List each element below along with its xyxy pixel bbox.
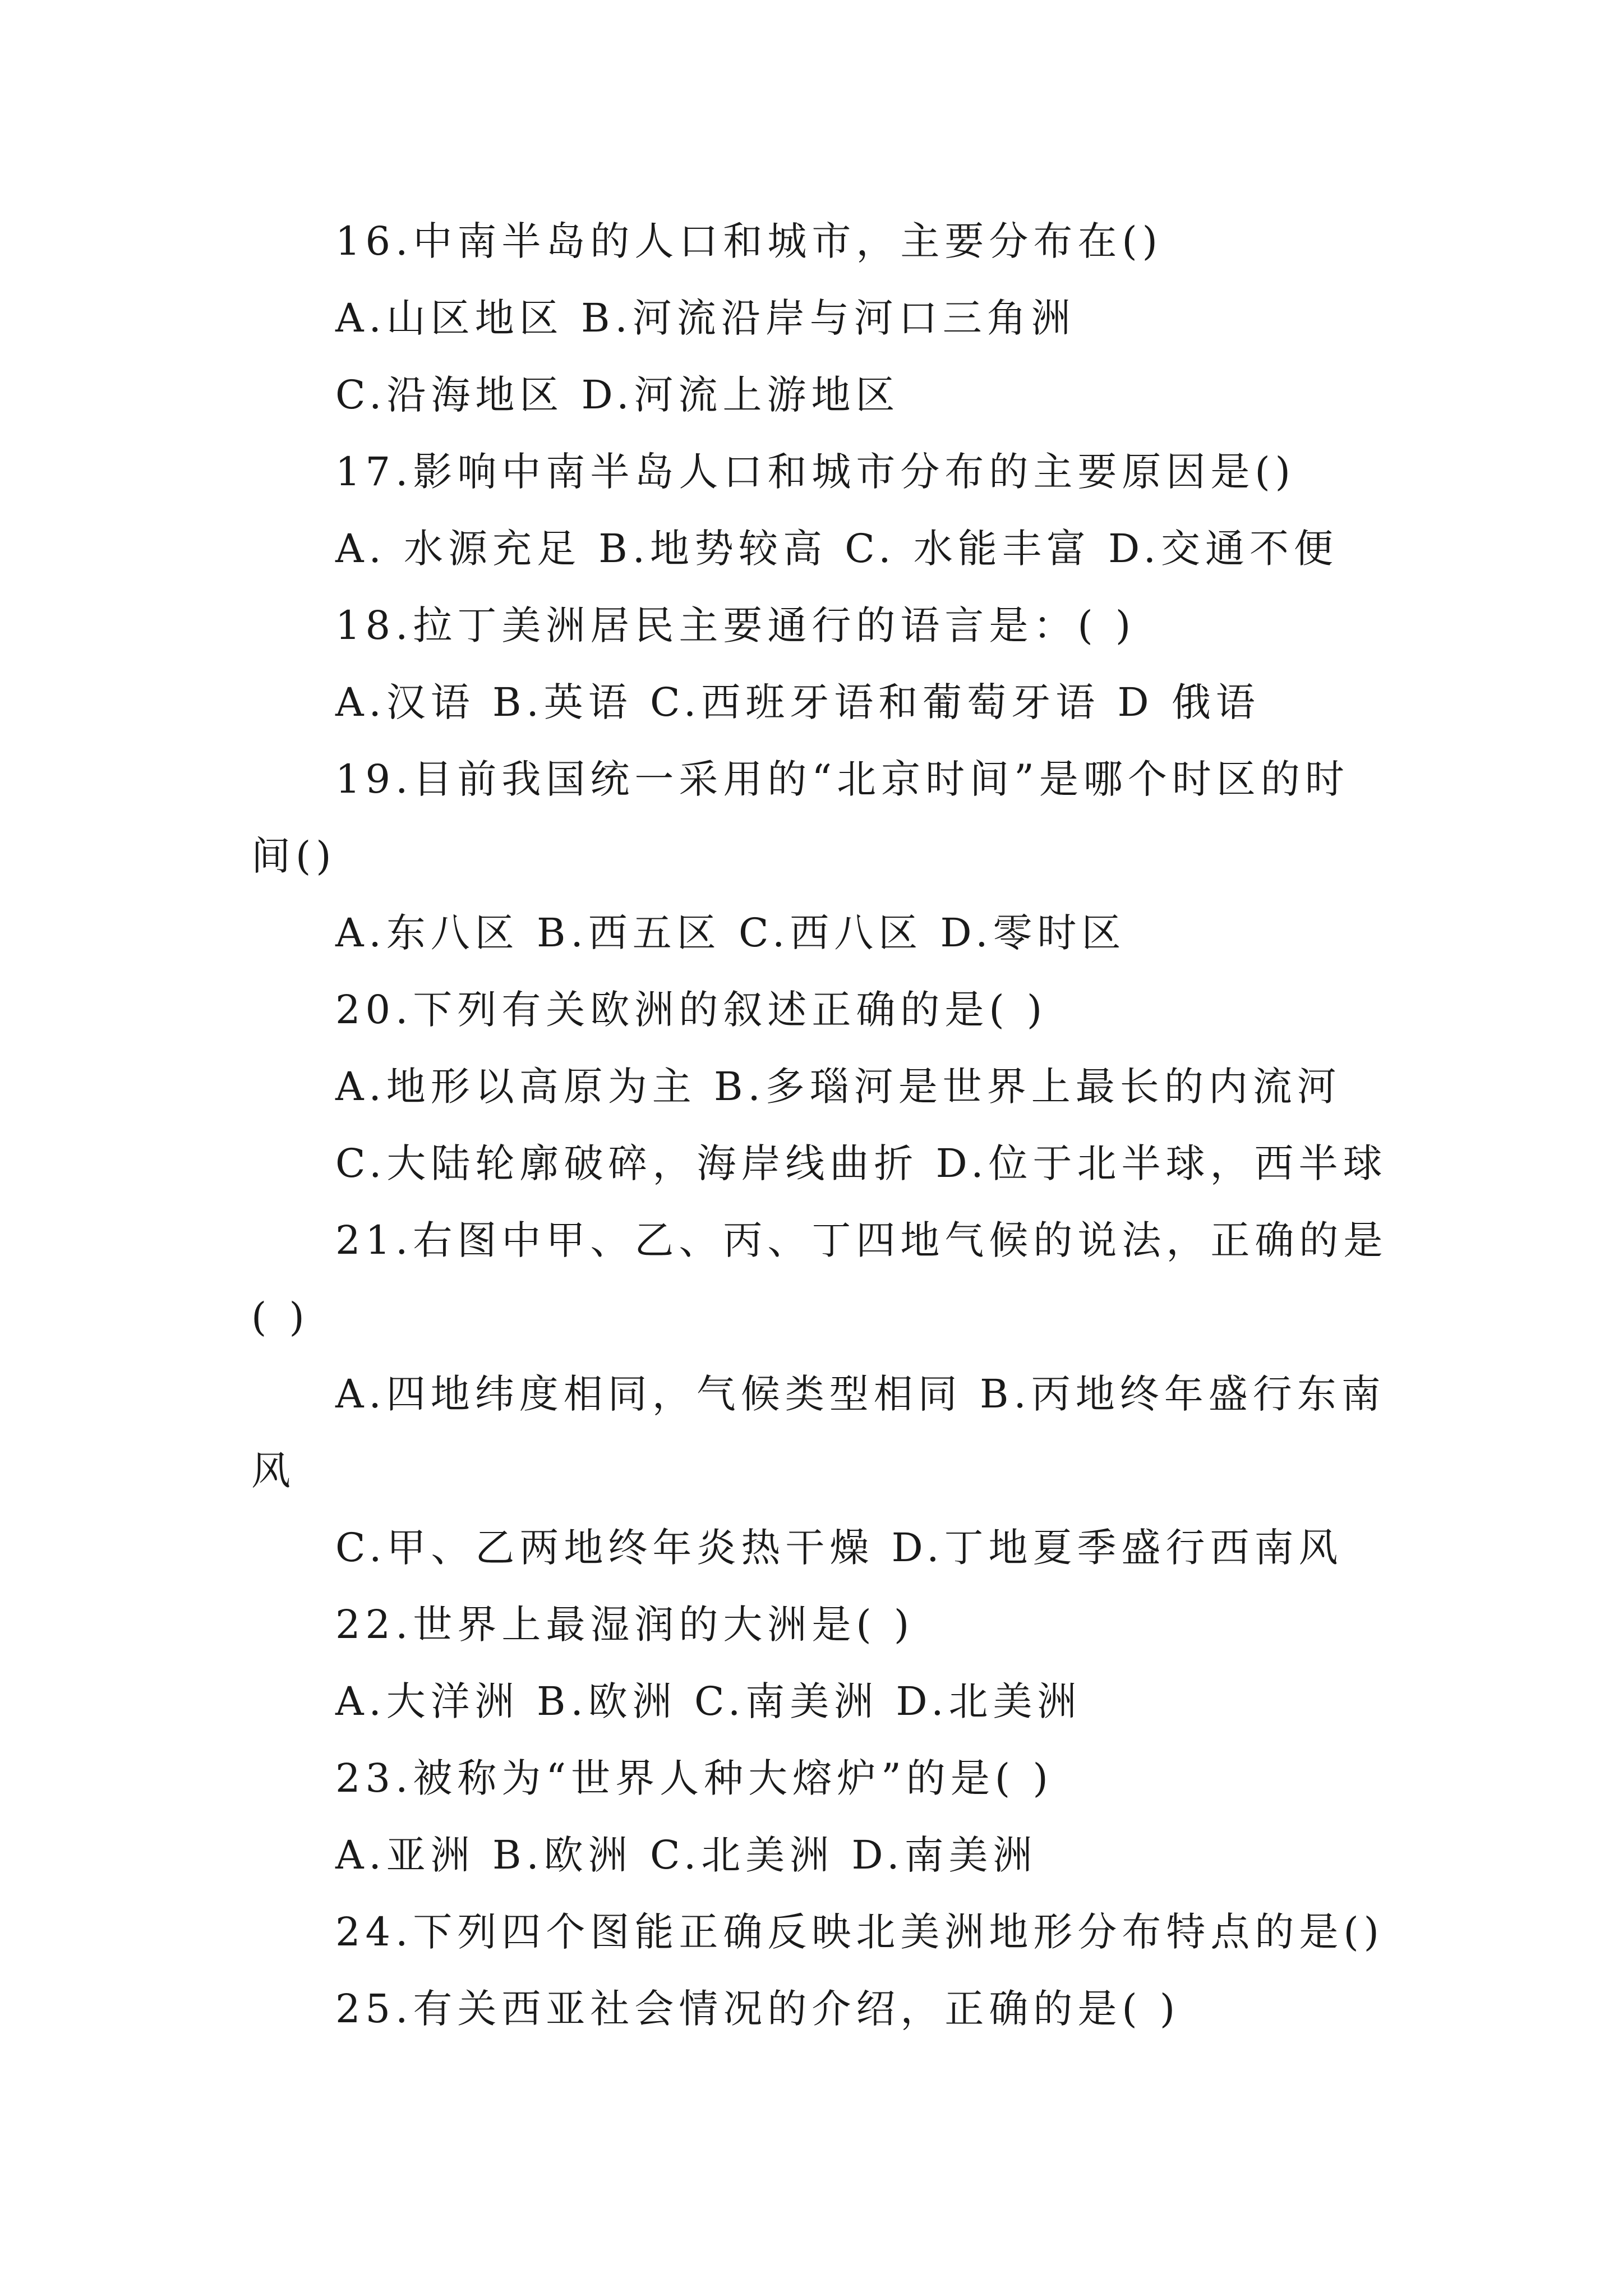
question-19-stem: 19.目前我国统一采用的“北京时间”是哪个时区的时 [335, 756, 1349, 802]
question-17-stem: 17.影响中南半岛人口和城市分布的主要原因是() [335, 449, 1295, 495]
question-22-stem: 22.世界上最湿润的大洲是( ) [335, 1602, 915, 1648]
question-list [251, 203, 1390, 2047]
question-21-options-ab: A.四地纬度相同，气候类型相同 B.丙地终年盛行东南 [335, 1371, 1386, 1417]
question-25-stem: 25.有关西亚社会情况的介绍，正确的是( ) [335, 1986, 1181, 2032]
question-18-stem: 18.拉丁美洲居民主要通行的语言是：( ) [335, 602, 1136, 648]
question-19-stem-continued: 间() [251, 833, 336, 879]
question-20-options-ab: A.地形以高原为主 B.多瑙河是世界上最长的内流河 [335, 1064, 1341, 1110]
question-20-options-cd: C.大陆轮廓破碎，海岸线曲折 D.位于北半球，西半球 [335, 1140, 1387, 1186]
question-16-options-ab: A.山区地区 B.河流沿岸与河口三角洲 [335, 295, 1076, 341]
question-24-stem: 24.下列四个图能正确反映北美洲地形分布特点的是() [335, 1909, 1384, 1955]
question-20-stem: 20.下列有关欧洲的叙述正确的是( ) [335, 987, 1048, 1033]
question-21-stem-continued: ( ) [251, 1294, 310, 1340]
question-19-options: A.东八区 B.西五区 C.西八区 D.零时区 [335, 910, 1126, 956]
question-23-options: A.亚洲 B.欧洲 C.北美洲 D.南美洲 [335, 1832, 1038, 1878]
question-16-options-cd: C.沿海地区 D.河流上游地区 [335, 372, 900, 418]
question-16-stem: 16.中南半岛的人口和城市，主要分布在() [335, 218, 1163, 264]
question-21-options-cd: C.甲、乙两地终年炎热干燥 D.丁地夏季盛行西南风 [335, 1525, 1343, 1571]
question-22-options: A.大洋洲 B.欧洲 C.南美洲 D.北美洲 [335, 1678, 1082, 1724]
question-21-options-ab-continued: 风 [251, 1448, 296, 1494]
question-18-options: A.汉语 B.英语 C.西班牙语和葡萄牙语 D 俄语 [335, 679, 1260, 725]
question-17-options: A. 水源充足 B.地势较高 C. 水能丰富 D.交通不便 [335, 526, 1338, 572]
question-21-stem: 21.右图中甲、乙、丙、丁四地气候的说法，正确的是 [335, 1217, 1388, 1263]
question-23-stem: 23.被称为“世界人种大熔炉”的是( ) [335, 1755, 1053, 1801]
